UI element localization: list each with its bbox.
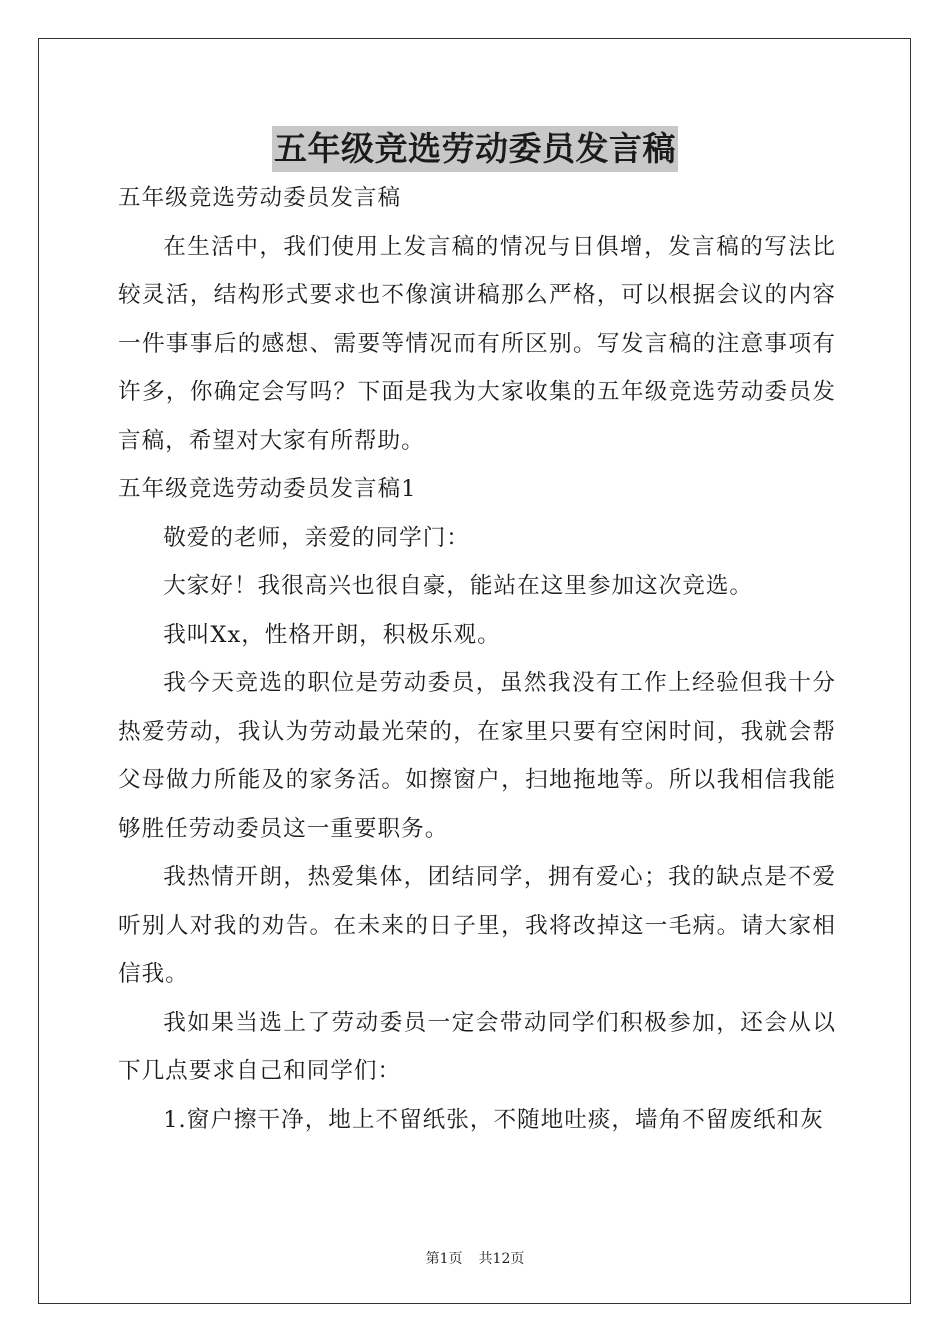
section-heading: 五年级竞选劳动委员发言稿1 — [118, 476, 417, 502]
list-item-paragraph: 1.窗户擦干净，地上不留纸张，不随地吐痰，墙角不留废纸和灰 — [163, 1106, 824, 1133]
greeting-paragraph: 敬爱的老师，亲爱的同学门： — [163, 524, 470, 551]
title-container — [0, 126, 950, 172]
page-number: 第1页 — [425, 1251, 463, 1267]
page-footer — [0, 1248, 950, 1268]
document-body — [118, 174, 836, 1144]
body-paragraph: 我如果当选上了劳动委员一定会带动同学们积极参加，还会从以下几点要求自己和同学们： — [118, 1009, 836, 1084]
document-title: 五年级竞选劳动委员发言稿 — [272, 126, 678, 172]
body-paragraph: 我今天竞选的职位是劳动委员，虽然我没有工作上经验但我十分热爱劳动，我认为劳动最光荣的，在家里只要有空闲时间，我就会帮父母做力所能及的家务活。如擦窗户，扫地拖地等。所以我相信我能够胜任劳动委员这一重要职务。 — [118, 670, 836, 842]
body-paragraph: 我叫Xx，性格开朗，积极乐观。 — [163, 621, 501, 648]
intro-paragraph: 在生活中，我们使用上发言稿的情况与日俱增，发言稿的写法比较灵活，结构形式要求也不像演讲稿那么严格，可以根据会议的内容一件事事后的感想、需要等情况而有所区别。写发言稿的注意事项有许多，你确定会写吗？下面是我为大家收集的五年级竞选劳动委员发言稿，希望对大家有所帮助。 — [118, 233, 836, 454]
body-paragraph: 大家好！我很高兴也很自豪，能站在这里参加这次竞选。 — [163, 573, 754, 599]
page-total: 共12页 — [478, 1251, 525, 1267]
body-paragraph: 我热情开朗，热爱集体，团结同学，拥有爱心；我的缺点是不爱听别人对我的劝告。在未来的日子里，我将改掉这一毛病。请大家相信我。 — [118, 864, 836, 987]
subtitle-paragraph: 五年级竞选劳动委员发言稿 — [118, 185, 402, 211]
